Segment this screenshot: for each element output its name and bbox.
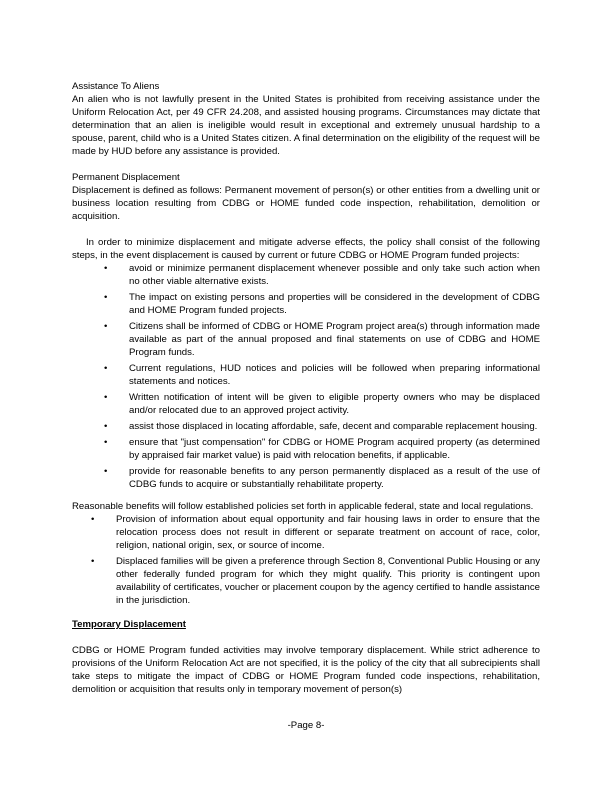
temporary-heading: Temporary Displacement bbox=[72, 619, 186, 630]
bullet-icon: • bbox=[104, 392, 108, 403]
list-item: • Citizens shall be informed of CDBG or HOME Program project area(s) through information made available as part of the annual proposed and final statements on use of CDBG and HOME Program funds. bbox=[104, 321, 540, 358]
benefits-list bbox=[91, 513, 540, 607]
page-number: -Page 8- bbox=[287, 720, 325, 731]
list-item: • assist those displaced in locating affordable, safe, decent and comparable replacement housing. bbox=[104, 421, 538, 432]
aliens-body: An alien who is not lawfully present in the United States is prohibited from receiving assistance under the Uniform Relocation Act, per 49 CFR 24.208, and assisted housing programs. Circumstances may dictate that determination that an alien is ineligible would result in exceptional and extremely unusual hardship to a spouse, parent, child who is a United States citizen. A final determination on the eligibility of the request will be made by HUD before any assistance is provided. bbox=[72, 94, 540, 157]
bullet-icon: • bbox=[104, 292, 108, 303]
bullet-icon: • bbox=[91, 556, 95, 567]
benefits-intro: Reasonable benefits will follow established policies set forth in applicable federal, state and local regulations. bbox=[72, 501, 534, 512]
bullet-icon: • bbox=[104, 321, 108, 332]
list-item: • Displaced families will be given a preference through Section 8, Conventional Public Housing or any other federally funded program for which they might qualify. This priority is contingent upon availability of certificates, voucher or placement coupon by the agency certified to handle assistance in the jurisdiction. bbox=[91, 556, 540, 606]
document-page bbox=[72, 80, 540, 696]
permanent-definition: Displacement is defined as follows: Permanent movement of person(s) or other entities from a dwelling unit or business location resulting from CDBG or HOME funded code inspection, rehabilitation, demolition or acquisition. bbox=[72, 185, 540, 222]
policy-steps-list bbox=[104, 262, 540, 491]
aliens-heading: Assistance To Aliens bbox=[72, 81, 160, 92]
bullet-icon: • bbox=[104, 437, 108, 448]
list-item: • Written notification of intent will be given to eligible property owners who may be displaced and/or relocated due to an approved project activity. bbox=[104, 392, 540, 416]
bullet-icon: • bbox=[104, 363, 108, 374]
bullet-icon: • bbox=[104, 466, 108, 477]
list-item: • The impact on existing persons and properties will be considered in the development of CDBG and HOME Program funded projects. bbox=[104, 292, 540, 316]
permanent-heading: Permanent Displacement bbox=[72, 172, 180, 183]
list-item: • provide for reasonable benefits to any person permanently displaced as a result of the use of CDBG funds to acquire or substantially rehabilitate property. bbox=[104, 466, 540, 490]
policy-intro: In order to minimize displacement and mitigate adverse effects, the policy shall consist of the following steps, in the event displacement is caused by current or future CDBG or HOME Program funded projects: bbox=[72, 237, 540, 261]
bullet-icon: • bbox=[104, 421, 108, 432]
bullet-icon: • bbox=[91, 514, 95, 525]
list-item: • Provision of information about equal opportunity and fair housing laws in order to ensure that the relocation process does not result in different or separate treatment on account of race, color, religion, national origin, sex, or source of income. bbox=[91, 514, 540, 551]
list-item: • ensure that "just compensation" for CDBG or HOME Program acquired property (as determined by appraised fair market value) is paid with relocation benefits, if applicable. bbox=[104, 437, 540, 461]
temporary-body: CDBG or HOME Program funded activities may involve temporary displacement. While strict adherence to provisions of the Uniform Relocation Act are not specified, it is the policy of the city that all subrecipients shall take steps to mitigate the impact of CDBG or HOME Program funded code inspections, rehabilitation, demolition or acquisition that results only in temporary movement of person(s) bbox=[72, 645, 540, 695]
list-item: • Current regulations, HUD notices and policies will be followed when preparing informational statements and notices. bbox=[104, 363, 540, 387]
list-item: • avoid or minimize permanent displacement whenever possible and only take such action when no other viable alternative exists. bbox=[104, 263, 540, 287]
bullet-icon: • bbox=[104, 263, 108, 274]
